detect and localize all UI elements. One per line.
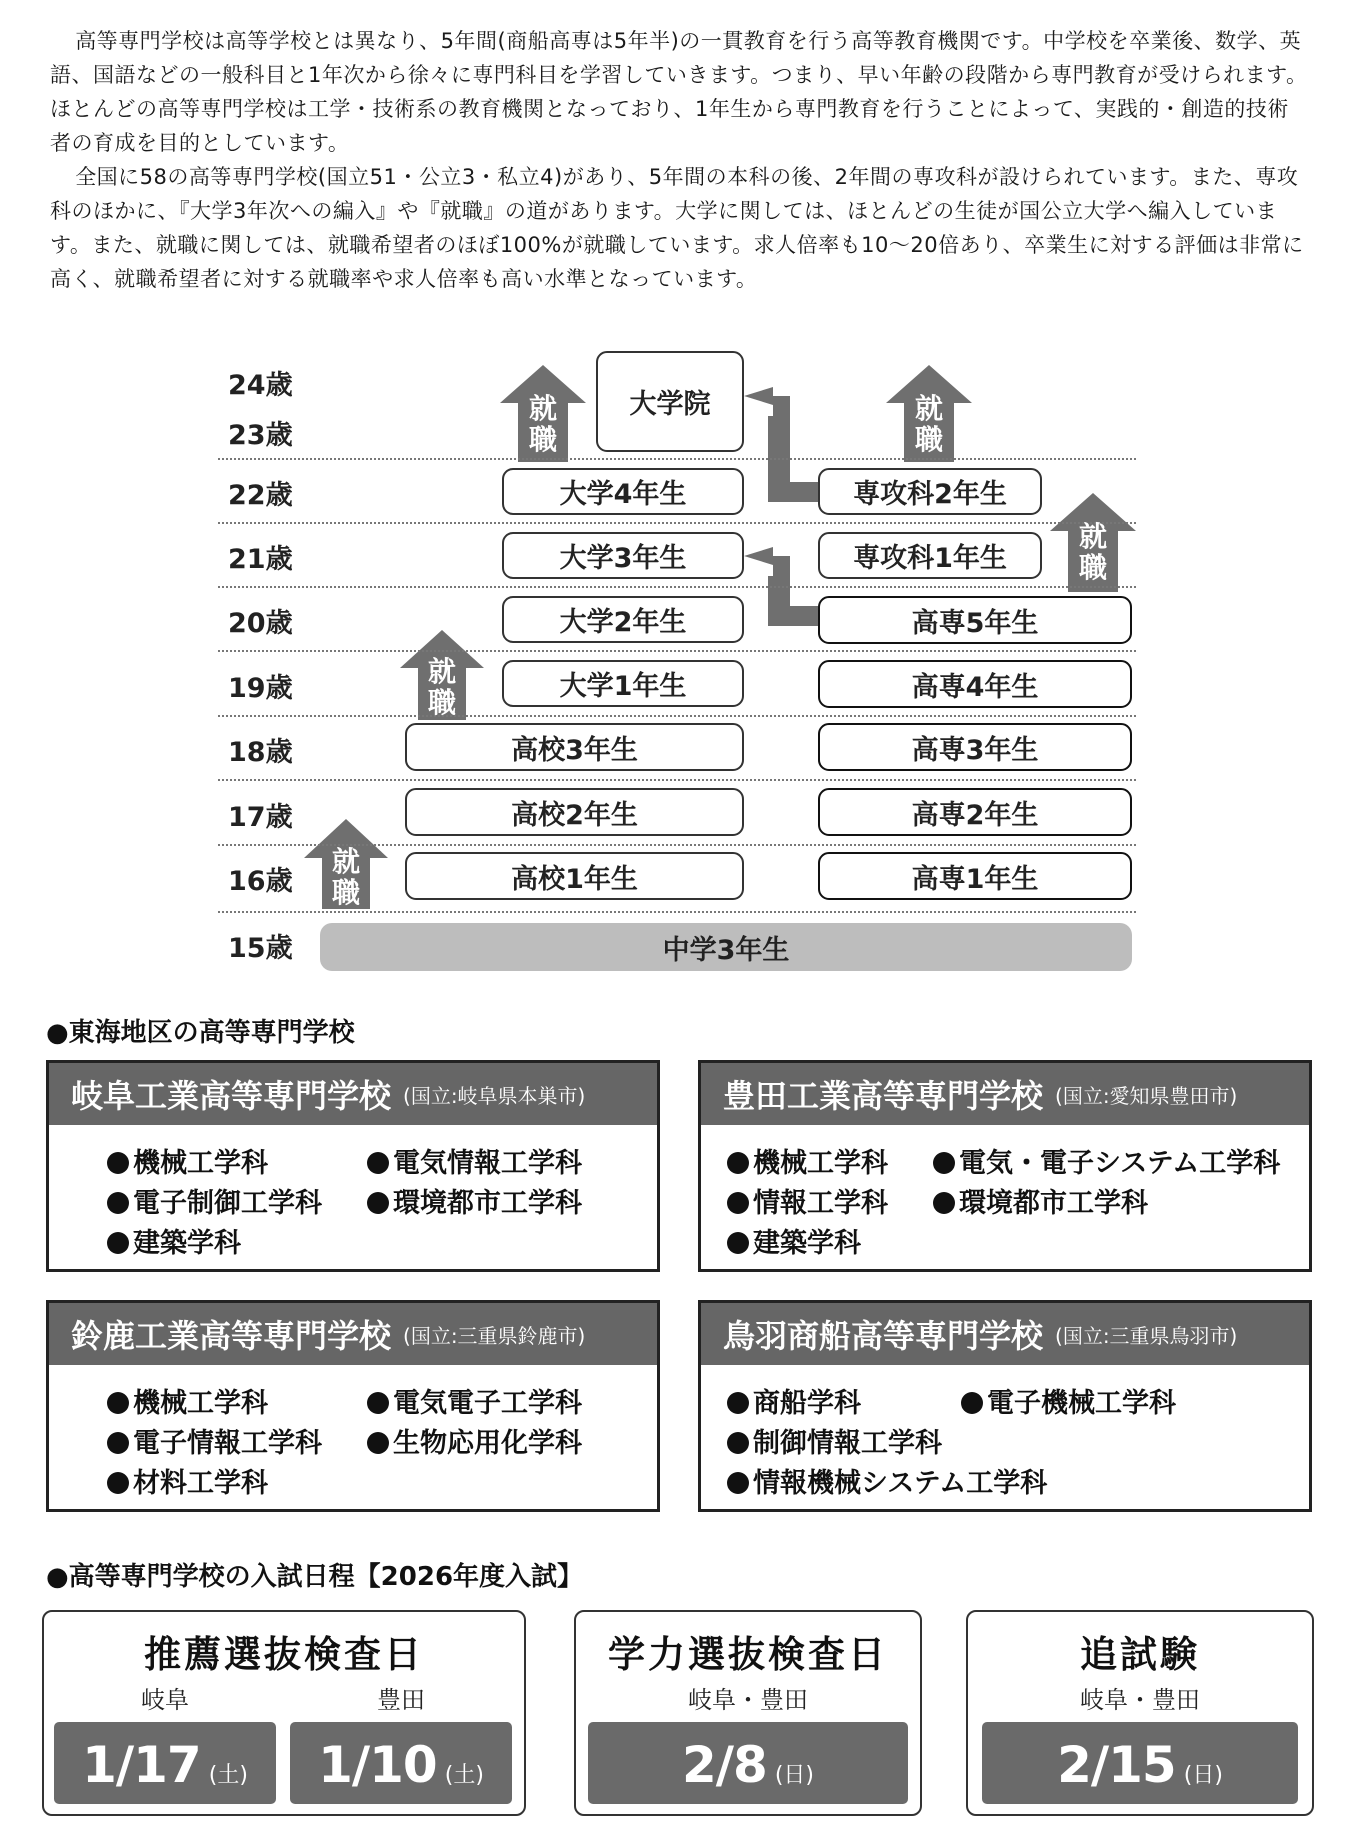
- exam-place: 岐阜・豊田: [688, 1686, 808, 1714]
- school-card-gifu: [46, 1060, 660, 1272]
- age-label-17: 17歳: [228, 802, 293, 833]
- department-item: 材料工学科: [107, 1461, 268, 1500]
- exam-place: 豊田: [377, 1686, 425, 1714]
- employment-char-2: 職: [331, 876, 360, 909]
- department-item: 生物応用化学科: [367, 1421, 582, 1460]
- school-header: [701, 1303, 1309, 1365]
- age-label-20: 20歳: [228, 608, 293, 639]
- school-name: 鳥羽商船高等専門学校: [723, 1317, 1044, 1355]
- employment-char-1: 就: [914, 392, 943, 425]
- exam-weekday: (土): [444, 1763, 484, 1788]
- exam-weekday: (日): [774, 1763, 814, 1788]
- school-location: (国立:岐阜県本巣市): [403, 1083, 586, 1108]
- department-item: 電子制御工学科: [107, 1181, 322, 1220]
- department-item: 電子機械工学科: [961, 1381, 1176, 1420]
- department-item: 商船学科: [727, 1381, 861, 1420]
- bullet-icon: [107, 1432, 129, 1454]
- employment-char-1: 就: [331, 845, 360, 878]
- employment-char-1: 就: [1078, 520, 1107, 553]
- exam-date-badge: [54, 1722, 276, 1804]
- employment-char-1: 就: [427, 655, 456, 688]
- employment-label-university: [523, 393, 563, 455]
- bullet-icon: [727, 1152, 749, 1174]
- employment-char-2: 職: [914, 423, 943, 456]
- age-label-23: 23歳: [228, 420, 293, 451]
- department-item: 制御情報工学科: [727, 1421, 942, 1460]
- school-header: [49, 1303, 657, 1365]
- school-location: (国立:三重県鳥羽市): [1055, 1323, 1238, 1348]
- department-item: 機械工学科: [727, 1141, 888, 1180]
- bullet-icon: [107, 1192, 129, 1214]
- school-card-suzuka: [46, 1300, 660, 1512]
- school-header: [49, 1063, 657, 1125]
- school-name: 岐阜工業高等専門学校: [71, 1077, 392, 1115]
- high-school-year-3-box: 高校3年生: [405, 723, 744, 771]
- exam-card-academic: [574, 1610, 922, 1816]
- exam-date-badge: [290, 1722, 512, 1804]
- bullet-icon: [727, 1472, 749, 1494]
- bullet-icon: [933, 1192, 955, 1214]
- employment-label-16: [326, 846, 366, 908]
- high-school-year-1-box: 高校1年生: [405, 852, 744, 900]
- bullet-icon: [107, 1392, 129, 1414]
- exam-section-title: ●高等専門学校の入試日程【2026年度入試】: [46, 1562, 584, 1592]
- age-label-19: 19歳: [228, 673, 293, 704]
- row-divider: [218, 779, 1136, 781]
- exam-card-makeup: [966, 1610, 1314, 1816]
- university-year-1-box: 大学1年生: [502, 660, 744, 707]
- department-item: 環境都市工学科: [367, 1181, 582, 1220]
- school-name: 豊田工業高等専門学校: [723, 1077, 1044, 1115]
- department-item: 電子情報工学科: [107, 1421, 322, 1460]
- kosen-year-4-box: 高専4年生: [818, 660, 1132, 708]
- school-card-toyota: [698, 1060, 1312, 1272]
- tokai-section-title: ●東海地区の高等専門学校: [46, 1018, 355, 1048]
- university-year-3-box: 大学3年生: [502, 532, 744, 579]
- bullet-icon: [107, 1152, 129, 1174]
- employment-char-2: 職: [528, 423, 557, 456]
- age-label-16: 16歳: [228, 866, 293, 897]
- middle-school-bar: 中学3年生: [320, 923, 1132, 971]
- row-divider: [218, 715, 1136, 717]
- exam-date: 2/8: [681, 1736, 767, 1794]
- university-year-4-box: 大学4年生: [502, 468, 744, 515]
- row-divider: [218, 911, 1136, 913]
- exam-place: 岐阜・豊田: [1080, 1686, 1200, 1714]
- exam-date-badge: [588, 1722, 908, 1804]
- employment-label-19: [422, 656, 462, 718]
- university-year-2-box: 大学2年生: [502, 596, 744, 643]
- kosen-year-2-box: 高専2年生: [818, 788, 1132, 836]
- school-header: [701, 1063, 1309, 1125]
- exam-weekday: (日): [1183, 1763, 1223, 1788]
- grad-school-box: 大学院: [596, 351, 744, 452]
- department-item: 電気情報工学科: [367, 1141, 582, 1180]
- row-divider: [218, 650, 1136, 652]
- bullet-icon: [367, 1392, 389, 1414]
- exam-card-title: 学力選抜検査日: [608, 1633, 888, 1676]
- age-label-21: 21歳: [228, 544, 293, 575]
- intro-paragraph-1: 高等専門学校は高等学校とは異なり、5年間(商船高専は5年半)の一貫教育を行う高等教育機関です。中学校を卒業後、数学、英語、国語などの一般科目と1年次から徐々に専門科目を学習していきます。つまり、早い年齢の段階から専門教育が受けられます。ほとんどの高等専門学校は工学・技術系の教育機関となっており、1年生から専門教育を行うことによって、実践的・創造的技術者の育成を目的としています。: [50, 29, 1308, 155]
- exam-date: 1/17: [82, 1736, 201, 1794]
- advanced-course-year-1-box: 専攻科1年生: [818, 532, 1042, 579]
- department-item: 情報機械システム工学科: [727, 1461, 1047, 1500]
- kosen-year-3-box: 高専3年生: [818, 723, 1132, 771]
- exam-card-recommendation: [42, 1610, 526, 1816]
- bullet-icon: [107, 1472, 129, 1494]
- advanced-course-year-2-box: 専攻科2年生: [818, 468, 1042, 515]
- row-divider: [218, 458, 1136, 460]
- employment-label-advanced: [909, 393, 949, 455]
- employment-char-2: 職: [1078, 551, 1107, 584]
- age-label-24: 24歳: [228, 370, 293, 401]
- department-item: 建築学科: [107, 1221, 241, 1260]
- bullet-icon: [367, 1152, 389, 1174]
- exam-date: 2/15: [1057, 1736, 1176, 1794]
- department-item: 情報工学科: [727, 1181, 888, 1220]
- bullet-icon: [933, 1152, 955, 1174]
- department-item: 環境都市工学科: [933, 1181, 1148, 1220]
- school-location: (国立:三重県鈴鹿市): [403, 1323, 586, 1348]
- bullet-icon: [367, 1432, 389, 1454]
- age-label-15: 15歳: [228, 933, 293, 964]
- exam-weekday: (土): [208, 1763, 248, 1788]
- employment-label-kosen: [1073, 521, 1113, 583]
- bullet-icon: [727, 1432, 749, 1454]
- row-divider: [218, 586, 1136, 588]
- bullet-icon: [107, 1232, 129, 1254]
- department-item: 機械工学科: [107, 1381, 268, 1420]
- employment-char-2: 職: [427, 686, 456, 719]
- intro-paragraph-2: 全国に58の高等専門学校(国立51・公立3・私立4)があり、5年間の本科の後、2年間の専攻科が設けられています。また、専攻科のほかに、『大学3年次への編入』や『就職』の道があります。大学に関しては、ほとんどの生徒が国公立大学へ編入しています。また、就職に関しては、就職希望者のほぼ100%が就職しています。求人倍率も10〜20倍あり、卒業生に対する評価は非常に高く、就職希望者に対する就職率や求人倍率も高い水準となっています。: [50, 165, 1304, 291]
- school-card-toba: [698, 1300, 1312, 1512]
- department-item: 機械工学科: [107, 1141, 268, 1180]
- bullet-icon: [367, 1192, 389, 1214]
- age-label-22: 22歳: [228, 480, 293, 511]
- exam-date-badge: [982, 1722, 1298, 1804]
- bullet-icon: [727, 1392, 749, 1414]
- transfer-arrow-grad-school: [744, 387, 818, 502]
- bullet-icon: [727, 1232, 749, 1254]
- row-divider: [218, 522, 1136, 524]
- department-item: 電気電子工学科: [367, 1381, 582, 1420]
- bullet-icon: [961, 1392, 983, 1414]
- school-location: (国立:愛知県豊田市): [1055, 1083, 1238, 1108]
- kosen-year-1-box: 高専1年生: [818, 852, 1132, 900]
- bullet-icon: [727, 1192, 749, 1214]
- age-label-18: 18歳: [228, 737, 293, 768]
- employment-char-1: 就: [528, 392, 557, 425]
- department-item: 電気・電子システム工学科: [933, 1141, 1280, 1180]
- high-school-year-2-box: 高校2年生: [405, 788, 744, 836]
- exam-card-title: 追試験: [1080, 1633, 1200, 1676]
- exam-place: 岐阜: [141, 1686, 189, 1714]
- department-item: 建築学科: [727, 1221, 861, 1260]
- school-name: 鈴鹿工業高等専門学校: [71, 1317, 392, 1355]
- kosen-year-5-box: 高専5年生: [818, 596, 1132, 644]
- exam-card-title: 推薦選抜検査日: [144, 1633, 424, 1676]
- exam-date: 1/10: [318, 1736, 437, 1794]
